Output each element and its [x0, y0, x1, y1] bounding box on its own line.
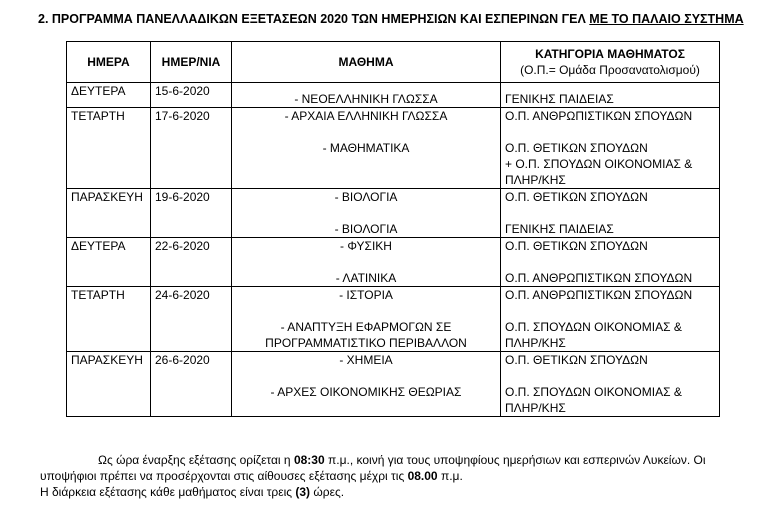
category-line: ΠΛΗΡ/ΚΗΣ	[505, 173, 566, 187]
category-line: + Ο.Π. ΣΠΟΥΔΩΝ ΟΙΚΟΝΟΜΙΑΣ &	[505, 157, 693, 171]
note-text: π.μ., κοινή για τους υποψηφίους ημερήσιων και εσπερινών Λυκείων. Οι υποψήφιοι πρέπει να προσέρχονται στις αίθουσες εξέτασης μέχρι τις	[40, 453, 706, 483]
category-line: ΠΛΗΡ/ΚΗΣ	[505, 401, 566, 415]
start-time: 08:30	[293, 453, 325, 467]
cell-category	[501, 352, 720, 417]
subject-line: - ΧΗΜΕΙΑ	[339, 353, 393, 367]
cell-day: ΠΑΡΑΣΚΕΥΗ	[67, 352, 151, 417]
header-category-title: ΚΑΤΗΓΟΡΙΑ ΜΑΘΗΜΑΤΟΣ	[535, 47, 685, 61]
category-line: Ο.Π. ΣΠΟΥΔΩΝ ΟΙΚΟΝΟΜΙΑΣ &	[505, 385, 682, 399]
subject-line: - ΜΑΘΗΜΑΤΙΚΑ	[322, 141, 410, 155]
cell-subject	[232, 238, 501, 287]
note-text: ώρες.	[310, 485, 345, 499]
cell-date: 19-6-2020	[151, 189, 232, 238]
table-row	[67, 108, 720, 189]
subject-line: - ΛΑΤΙΝΙΚΑ	[335, 271, 397, 285]
table-row	[67, 287, 720, 352]
duration-note	[40, 484, 736, 500]
duration-hours: (3)	[295, 485, 311, 499]
start-time-note	[40, 452, 736, 484]
category-line: Ο.Π. ΘΕΤΙΚΩΝ ΣΠΟΥΔΩΝ	[505, 141, 648, 155]
subject-line: - ΒΙΟΛΟΓΙΑ	[334, 190, 398, 204]
cell-date: 22-6-2020	[151, 238, 232, 287]
title-underlined: ΜΕ ΤΟ ΠΑΛΑΙΟ ΣΥΣΤΗΜΑ	[589, 12, 744, 26]
cell-subject	[232, 352, 501, 417]
cell-date: 26-6-2020	[151, 352, 232, 417]
cell-category	[501, 83, 720, 108]
page-title	[38, 12, 744, 26]
header-subject: ΜΑΘΗΜΑ	[232, 42, 501, 83]
cell-day: ΔΕΥΤΕΡΑ	[67, 238, 151, 287]
subject-line: - ΙΣΤΟΡΙΑ	[339, 288, 393, 302]
cell-subject	[232, 108, 501, 189]
note-text: π.μ.	[437, 469, 463, 483]
cell-date: 24-6-2020	[151, 287, 232, 352]
category-line: Ο.Π. ΘΕΤΙΚΩΝ ΣΠΟΥΔΩΝ	[505, 190, 648, 204]
cell-date: 17-6-2020	[151, 108, 232, 189]
cell-day: ΤΕΤΑΡΤΗ	[67, 108, 151, 189]
category-line: Ο.Π. ΣΠΟΥΔΩΝ ΟΙΚΟΝΟΜΙΑΣ &	[505, 320, 682, 334]
header-day: ΗΜΕΡΑ	[67, 42, 151, 83]
cell-subject	[232, 287, 501, 352]
subject-line: ΠΡΟΓΡΑΜΜΑΤΙΣΤΙΚΟ ΠΕΡΙΒΑΛΛΟΝ	[265, 336, 467, 350]
cell-day: ΔΕΥΤΕΡΑ	[67, 83, 151, 108]
header-date: ΗΜΕΡ/ΝΙΑ	[151, 42, 232, 83]
arrival-time: 08.00	[407, 469, 438, 483]
subject-line: - ΑΡΧΑΙΑ ΕΛΛΗΝΙΚΗ ΓΛΩΣΣΑ	[284, 109, 448, 123]
category-line: Ο.Π. ΑΝΘΡΩΠΙΣΤΙΚΩΝ ΣΠΟΥΔΩΝ	[505, 109, 693, 123]
category-line: Ο.Π. ΘΕΤΙΚΩΝ ΣΠΟΥΔΩΝ	[505, 353, 648, 367]
subject-line: - ΒΙΟΛΟΓΙΑ	[334, 222, 398, 236]
note-text: Ως ώρα έναρξης εξέτασης ορίζεται η	[98, 453, 294, 467]
header-category	[501, 42, 720, 83]
footer-notes	[40, 452, 736, 500]
category-line: Ο.Π. ΑΝΘΡΩΠΙΣΤΙΚΩΝ ΣΠΟΥΔΩΝ	[505, 288, 693, 302]
cell-day: ΠΑΡΑΣΚΕΥΗ	[67, 189, 151, 238]
category-line: ΓΕΝΙΚΗΣ ΠΑΙΔΕΙΑΣ	[505, 222, 614, 236]
header-category-sub: (Ο.Π.= Ομάδα Προσανατολισμού)	[520, 63, 700, 77]
table-row	[67, 189, 720, 238]
table-row	[67, 352, 720, 417]
cell-subject	[232, 189, 501, 238]
table-row	[67, 83, 720, 108]
cell-category	[501, 287, 720, 352]
category-line: ΓΕΝΙΚΗΣ ΠΑΙΔΕΙΑΣ	[505, 92, 614, 106]
subject-line: - ΑΝΑΠΤΥΞΗ ΕΦΑΡΜΟΓΩΝ ΣΕ	[280, 320, 452, 334]
cell-category	[501, 238, 720, 287]
subject-line: - ΑΡΧΕΣ ΟΙΚΟΝΟΜΙΚΗΣ ΘΕΩΡΙΑΣ	[270, 385, 462, 399]
title-main: 2. ΠΡΟΓΡΑΜΜΑ ΠΑΝΕΛΛΑΔΙΚΩΝ ΕΞΕΤΑΣΕΩΝ 2020 ΤΩΝ ΗΜΕΡΗΣΙΩΝ ΚΑΙ ΕΣΠΕΡΙΝΩΝ ΓΕΛ	[38, 12, 590, 26]
table-header-row	[67, 42, 720, 83]
subject-line: - ΦΥΣΙΚΗ	[340, 239, 392, 253]
exam-schedule-table	[66, 41, 720, 417]
note-text: Η διάρκεια εξέτασης κάθε μαθήματος είναι τρεις	[40, 485, 296, 499]
category-line: Ο.Π. ΘΕΤΙΚΩΝ ΣΠΟΥΔΩΝ	[505, 239, 648, 253]
cell-date: 15-6-2020	[151, 83, 232, 108]
subject-line: - ΝΕΟΕΛΛΗΝΙΚΗ ΓΛΩΣΣΑ	[294, 92, 438, 106]
table-row	[67, 238, 720, 287]
cell-day: ΤΕΤΑΡΤΗ	[67, 287, 151, 352]
cell-category	[501, 189, 720, 238]
category-line: Ο.Π. ΑΝΘΡΩΠΙΣΤΙΚΩΝ ΣΠΟΥΔΩΝ	[505, 271, 693, 285]
category-line: ΠΛΗΡ/ΚΗΣ	[505, 336, 566, 350]
cell-subject	[232, 83, 501, 108]
cell-category	[501, 108, 720, 189]
